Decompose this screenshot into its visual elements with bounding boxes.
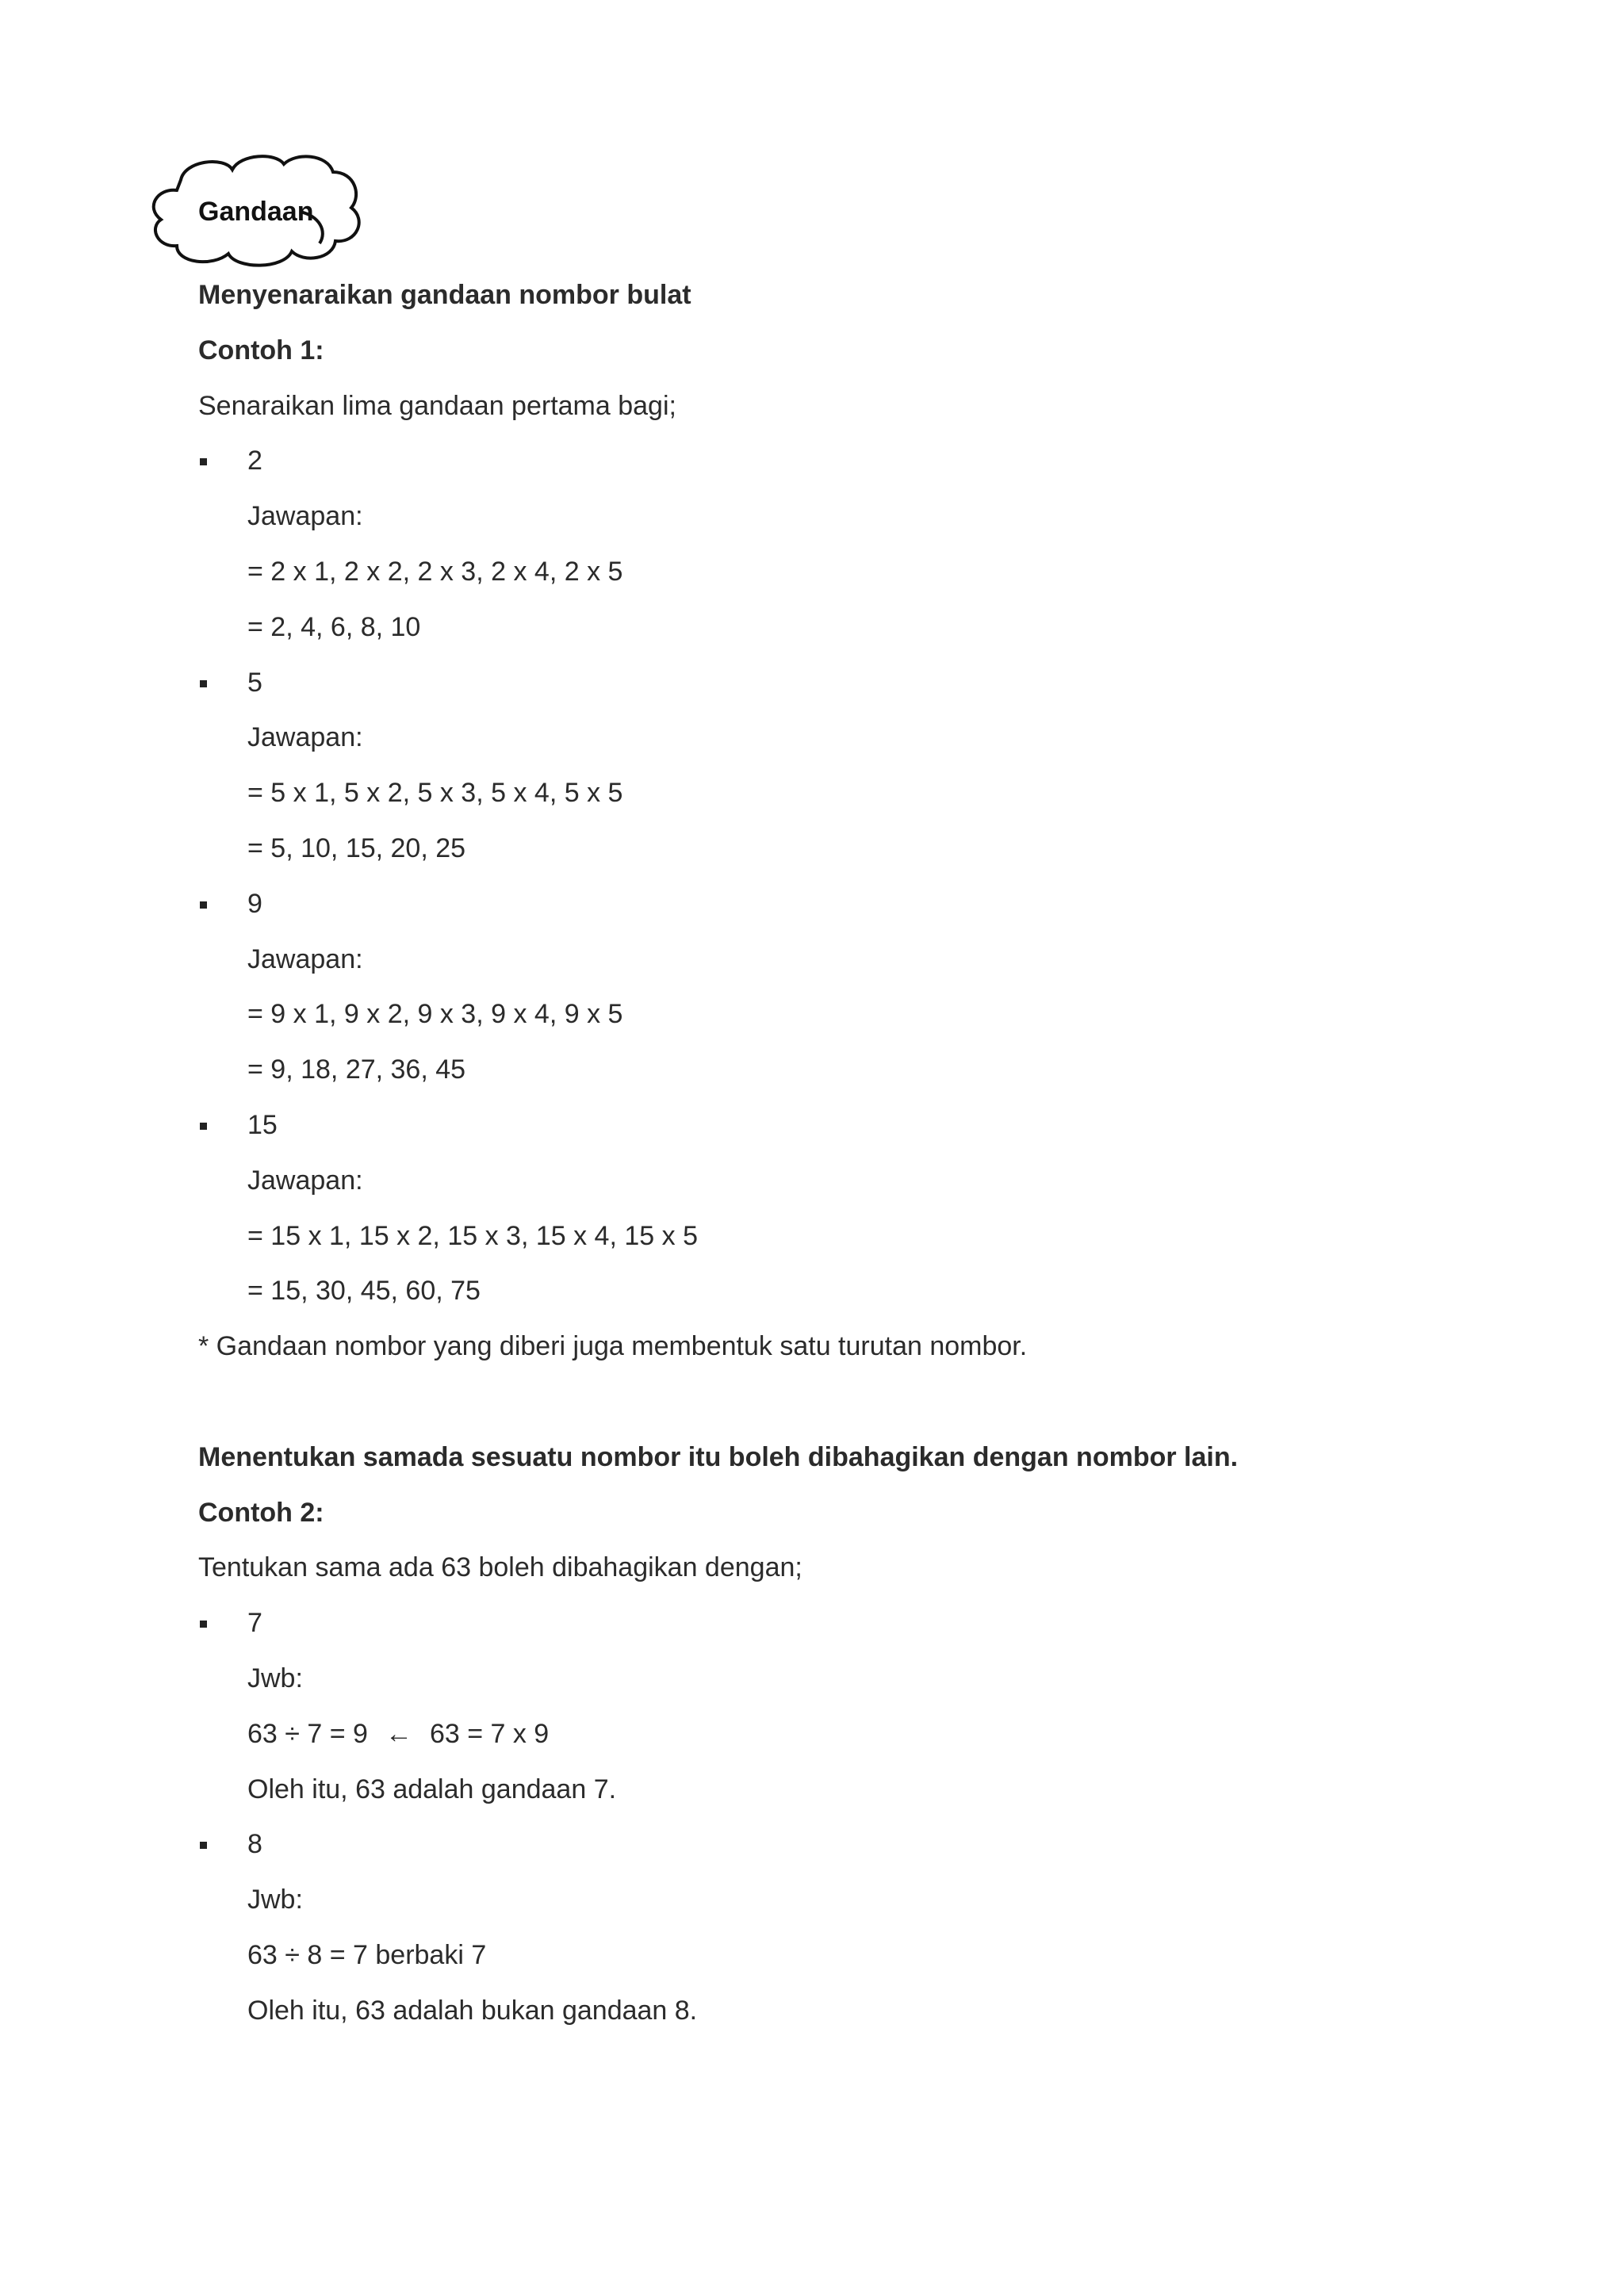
example-prompt: Senaraikan lima gandaan pertama bagi; xyxy=(198,390,676,421)
answer-result: = 15, 30, 45, 60, 75 xyxy=(247,1276,481,1307)
bullet-icon xyxy=(200,680,207,687)
example-label: Contoh 1: xyxy=(198,335,324,365)
answer-result: = 9, 18, 27, 36, 45 xyxy=(247,1054,466,1085)
answer-result: = 5, 10, 15, 20, 25 xyxy=(247,832,466,863)
answer-step: 63 ÷ 8 = 7 berbaki 7 xyxy=(247,1939,487,1970)
conclusion: Oleh itu, 63 adalah gandaan 7. xyxy=(247,1774,617,1804)
section-heading: Menyenaraikan gandaan nombor bulat xyxy=(198,280,691,310)
list-item xyxy=(198,1098,1467,1154)
answer-step xyxy=(198,1707,1467,1762)
list-item xyxy=(198,877,1467,932)
list-item xyxy=(198,1817,1467,1873)
answer-label: Jawapan: xyxy=(247,943,363,974)
item-number: 9 xyxy=(247,888,262,919)
item-number: 7 xyxy=(247,1608,262,1639)
section-heading: Menentukan samada sesuatu nombor itu boleh dibahagikan dengan nombor lain. xyxy=(198,1441,1239,1472)
answer-label: Jawapan: xyxy=(247,1165,363,1196)
bullet-icon xyxy=(200,1842,207,1849)
list-item xyxy=(198,434,1467,489)
bullet-icon xyxy=(200,1621,207,1628)
division-step: 63 ÷ 7 = 9 xyxy=(247,1718,368,1749)
item-number: 8 xyxy=(247,1829,262,1860)
example-label: Contoh 2: xyxy=(198,1497,324,1528)
cloud-title: Gandaan xyxy=(198,197,314,227)
answer-label: Jwb: xyxy=(247,1885,303,1915)
answer-step: = 5 x 1, 5 x 2, 5 x 3, 5 x 4, 5 x 5 xyxy=(247,778,623,809)
note: * Gandaan nombor yang diberi juga membentuk satu turutan nombor. xyxy=(198,1331,1028,1362)
bullet-icon xyxy=(200,458,207,465)
answer-result: = 2, 4, 6, 8, 10 xyxy=(247,611,421,642)
conclusion: Oleh itu, 63 adalah bukan gandaan 8. xyxy=(247,1995,698,2026)
answer-label: Jawapan: xyxy=(247,722,363,753)
document-body xyxy=(198,268,1467,2039)
multiplication-step: 63 = 7 x 9 xyxy=(429,1718,550,1749)
answer-step: = 9 x 1, 9 x 2, 9 x 3, 9 x 4, 9 x 5 xyxy=(247,999,623,1030)
example-prompt: Tentukan sama ada 63 boleh dibahagikan dengan; xyxy=(198,1552,802,1583)
list-item xyxy=(198,656,1467,711)
answer-label: Jawapan: xyxy=(247,501,363,532)
list-item xyxy=(198,1596,1467,1651)
item-number: 15 xyxy=(247,1109,278,1140)
bullet-icon xyxy=(200,1123,207,1130)
answer-step: = 2 x 1, 2 x 2, 2 x 3, 2 x 4, 2 x 5 xyxy=(247,556,623,587)
item-number: 5 xyxy=(247,667,262,698)
bullet-icon xyxy=(200,901,207,909)
item-number: 2 xyxy=(247,446,262,476)
left-arrow-icon: ← xyxy=(385,1718,412,1749)
answer-label: Jwb: xyxy=(247,1663,303,1693)
answer-step: = 15 x 1, 15 x 2, 15 x 3, 15 x 4, 15 x 5 xyxy=(247,1220,698,1251)
